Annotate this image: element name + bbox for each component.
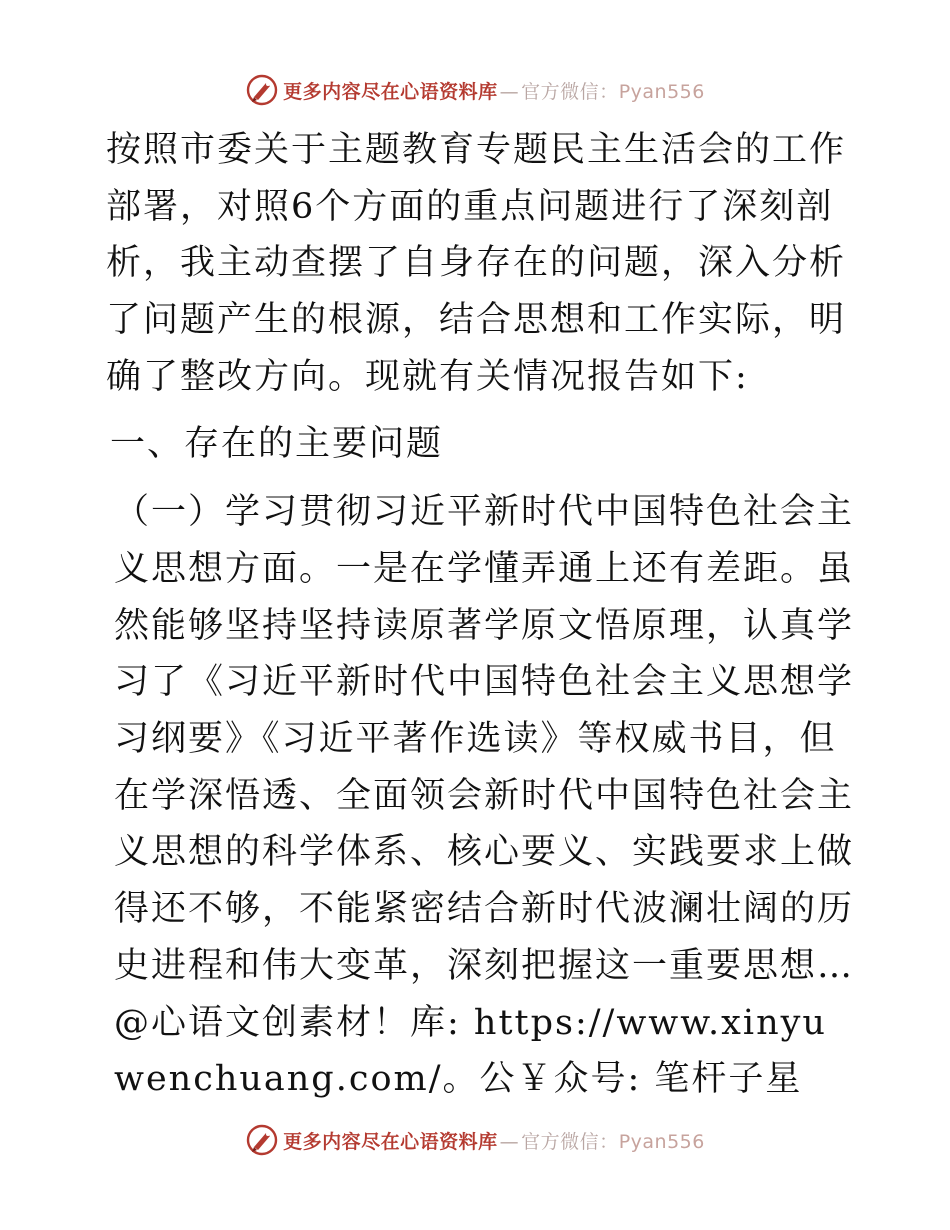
pen-logo-icon — [245, 73, 279, 107]
watermark-separator: — — [499, 80, 520, 103]
section-heading: 一、存在的主要问题 — [110, 423, 444, 464]
intro-paragraph: 按照市委关于主题教育专题民主生活会的工作部署，对照6个方面的重点问题进行了深刻剖析，我主动查摆了自身存在的问题，深入分析了问题产生的根源，结合思想和工作实际，明确了整改方向。现就有关情况报告如下: — [106, 130, 847, 397]
section-paragraph: （一）学习贯彻习近平新时代中国特色社会主义思想方面。一是在学懂弄通上还有差距。虽然能够坚持坚持读原著学原文悟原理，认真学习了《习近平新时代中国特色社会主义思想学习纲要》《习近平著作选读》等权威书目，但在学深悟透、全面领会新时代中国特色社会主义思想的科学体系、核心要义、实践要求上做得还不够，不能紧密结合新时代波澜壮阔的历史进程和伟大变革，深刻把握这一重要思想…@心语文创素材！库: https://www.xinyuwenchuang.com/。公￥众号: 笔杆子星 — [114, 492, 855, 1100]
watermark-wechat-id: Pyan556 — [618, 80, 705, 103]
watermark-text — [283, 77, 705, 104]
watermark-library-name: 更多内容尽在心语资料库 — [283, 80, 498, 103]
watermark-wechat-label: 官方微信： — [521, 80, 619, 103]
pen-logo-icon — [245, 1123, 279, 1157]
document-body — [98, 122, 858, 1108]
watermark-wechat-label: 官方微信： — [521, 1130, 619, 1153]
watermark-wechat-id: Pyan556 — [618, 1130, 705, 1153]
watermark-text — [283, 1127, 705, 1154]
watermark-library-name: 更多内容尽在心语资料库 — [283, 1130, 498, 1153]
footer-watermark-banner — [0, 1120, 950, 1160]
watermark-separator: — — [499, 1130, 520, 1153]
header-watermark-banner — [0, 70, 950, 110]
